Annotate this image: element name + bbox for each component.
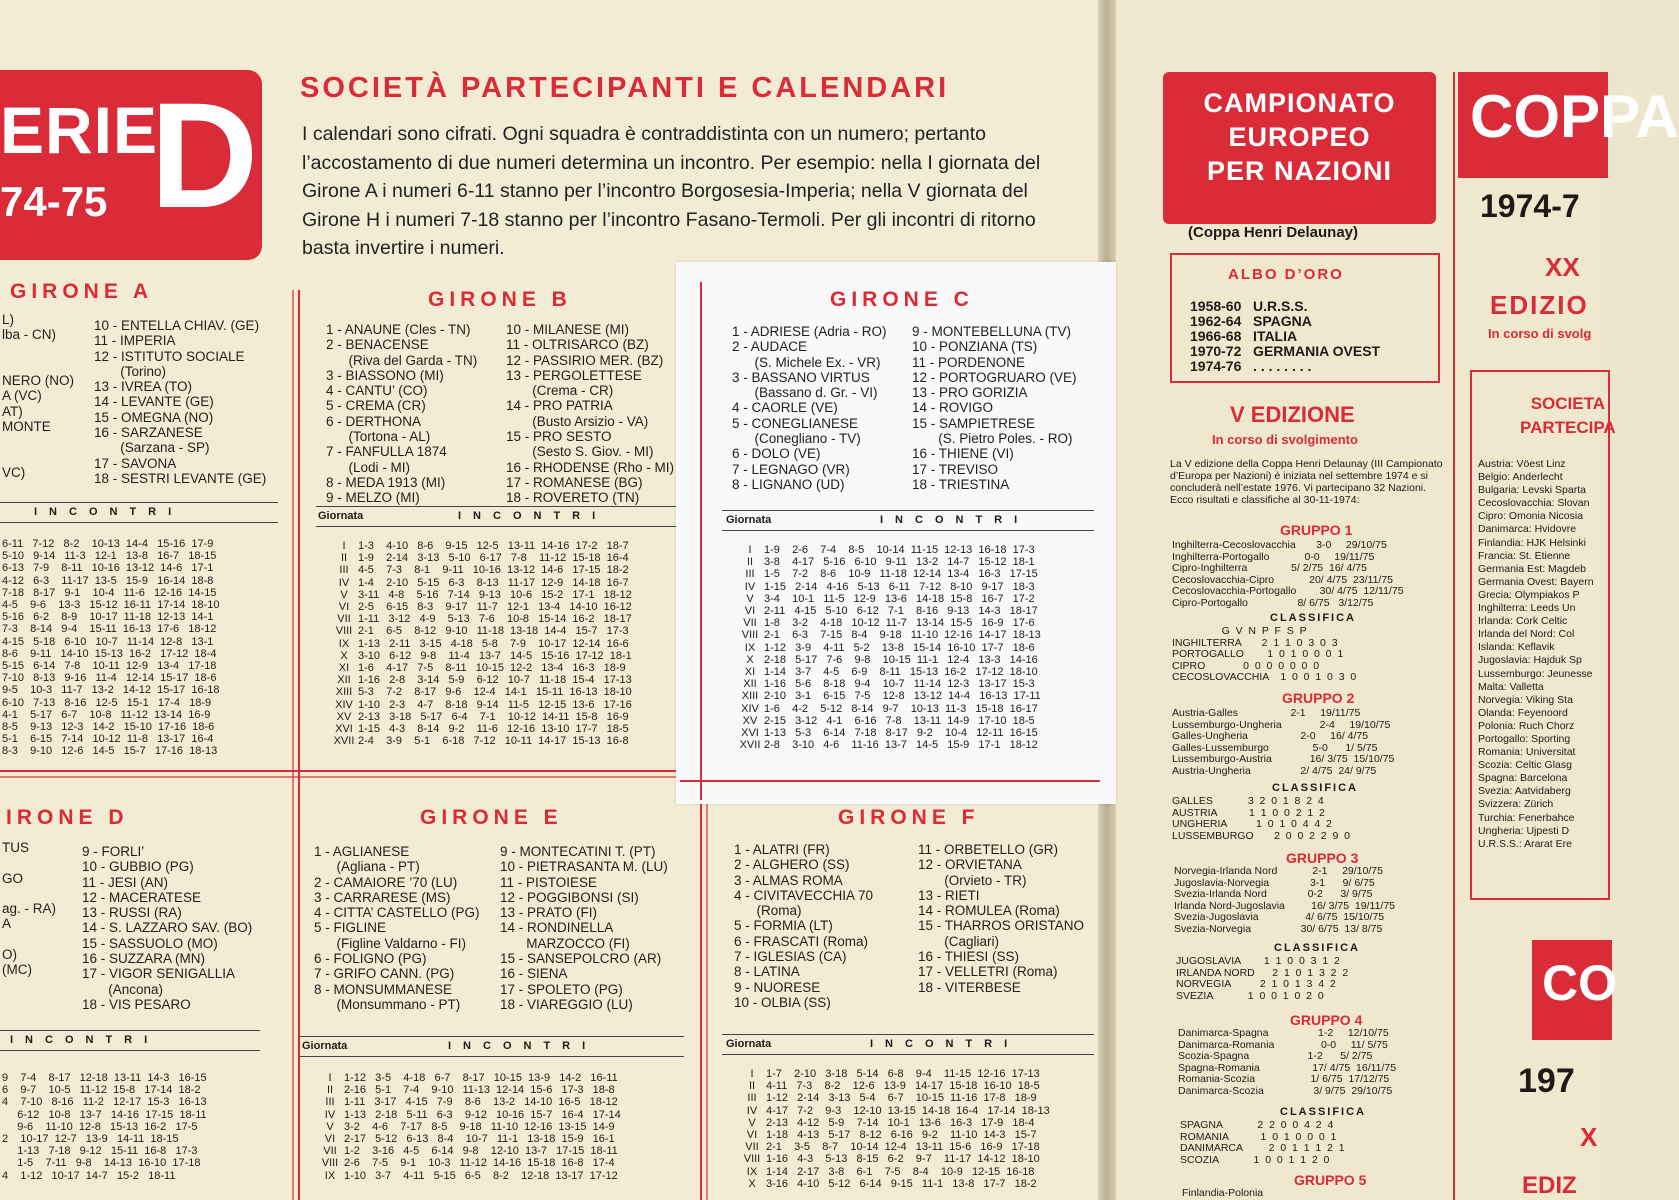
girone-c-teams-right: 9 - MONTEBELLUNA (TV) 10 - PONZIANA (TS) 11 - PORDENONE 12 - PORTOGRUARO (VE) 13 - PRO GORIZIA 14 - ROVIGO 15 - SAMPIETRESE (S. Pietro Poles. - RO) 16 - THIENE (VI) 17 - TREVISO 18 - TRIESTINA (912, 324, 1077, 492)
giornata-number: XV (336, 710, 352, 723)
serie-years: 74-75 (0, 178, 108, 225)
giornata-number: IV (338, 576, 350, 589)
giornata-number: VI (744, 605, 756, 618)
fixture-row (736, 715, 1041, 727)
girone-e-giornata-label: Giornata (302, 1040, 348, 1052)
fixture-row (736, 666, 1041, 678)
fixture-row (330, 723, 632, 735)
fixture-pairs: 2-17 5-12 6-13 8-4 10-7 11-1 13-18 15-9 16-1 (344, 1133, 615, 1146)
fixture-pairs: 1-6 4-17 7-5 8-11 10-15 12-2 13-4 16-3 18-9 (358, 662, 626, 675)
giornata-number: XIV (335, 698, 353, 711)
divider-vertical-1b (292, 290, 294, 1200)
fixture-row (316, 1133, 621, 1145)
girone-b-giornata-label: Giornata (318, 510, 364, 522)
giornata-number: I (342, 540, 346, 552)
fixture-row: 4-15 5-18 6-10 10-7 11-14 12-8 13-1 (2, 635, 214, 648)
fixture-row (316, 1157, 621, 1169)
fixture-row (738, 1153, 1050, 1165)
fixture-row: 7-18 8-17 9-1 10-4 11-6 12-16 14-15 (2, 586, 217, 599)
fixture-row (316, 1109, 621, 1121)
fixture-row (738, 1141, 1050, 1153)
divider-vertical-1 (298, 290, 300, 1200)
fixture-row (738, 1129, 1050, 1141)
fixture-row: 4-1 5-17 6-7 10-8 11-12 13-14 16-9 (2, 708, 211, 721)
fixture-row (738, 1117, 1050, 1129)
fixture-pairs: 2-10 3-1 6-15 7-5 12-8 13-12 14-4 16-13 17-11 (764, 690, 1041, 703)
giornata-number: X (748, 1177, 756, 1190)
fixture-row (738, 1068, 1050, 1080)
giornata-number: VIII (743, 1153, 761, 1166)
giornata-number: XII (743, 678, 757, 691)
girone-f-giornata-label: Giornata (726, 1038, 772, 1050)
girone-e-teams-left: 1 - AGLIANESE (Agliana - PT) 2 - CAMAIORE ’70 (LU) 3 - CARRARESE (MS) 4 - CITTA’ CASTELLO (PG) 5 - FIGLINE (Figline Valdarno - FI) 6 - FOLIGNO (PG) 7 - GRIFO CANN. (PG) 8 - MONSUMMANESE (Monsummano - PT) (314, 844, 480, 1012)
fixture-row: 6-11 7-12 8-2 10-13 14-4 15-16 17-9 (2, 538, 214, 550)
gruppo-4-classifica: SPAGNA 2 2 0 0 4 2 4 ROMANIA 1 0 1 0 0 0 1 DANIMARCA 2 0 1 1 1 2 1 SCOZIA 1 0 0 1 1 2 0 (1180, 1119, 1345, 1166)
campionato-title: CAMPIONATO EUROPEO PER NAZIONI (1203, 88, 1396, 186)
fixture-row (330, 589, 632, 601)
fixture-row (316, 1072, 621, 1084)
fixture-row: 4 7-10 8-16 11-2 12-17 15-3 16-13 (2, 1096, 207, 1109)
fixture-pairs: 4-11 7-3 8-2 12-6 13-9 14-17 15-18 16-10 18-5 (766, 1080, 1040, 1093)
fixture-pairs: 3-11 4-8 5-16 7-14 9-13 10-6 15-2 17-1 18-12 (358, 588, 632, 601)
fixture-pairs: 2-6 7-5 9-1 10-3 11-12 14-16 15-18 16-8 17-4 (344, 1157, 615, 1170)
fixture-pairs: 4-5 7-3 8-1 9-11 10-16 13-12 14-6 17-15 18-2 (358, 564, 629, 577)
fixture-row (316, 1170, 621, 1182)
giornata-number: X (340, 649, 348, 662)
x-edizione-2: X (1580, 1122, 1598, 1152)
giornata-number: III (745, 568, 755, 581)
giornata-number: IX (746, 1165, 758, 1178)
societa-list: Austria: Vöest Linz Belgio: Anderlecht Bulgaria: Levski Sparta Cecoslovacchia: Slovan Cipro: Omonia Nicosia Danimarca: Hvidovre Finlandia: HJK Helsinki Francia: St. Etienne Germania Est: Magdeb Germania Ovest: Bayern Grecia: Olympiakos P Inghilterra: Leeds Un Irlanda: Cork Celtic Irlanda del Nord: Col Islanda: Keflavik Jugoslavia: Hajduk Sp Lussemburgo: Jeunesse Malta: Valletta Norvegia: Viking Sta Olanda: Feyenoord Polonia: Ruch Chorz Portogallo: Sporting Romania: Universitat Scozia: Celtic Glasg Spagna: Barcelona Svezia: Aatvidaberg Svizzera: Zürich Turchia: Fenerbahce Ungheria: Ujpesti D U.R.S.S.: Ararat Ere (1478, 458, 1594, 850)
gruppo-4-classifica-label: CLASSIFICA (1280, 1106, 1366, 1118)
fixture-row (316, 1121, 621, 1133)
albo-row: 1974-76 . . . . . . . . (1190, 358, 1312, 374)
giornata-number: VII (743, 617, 757, 630)
gruppo-2-classifica-label: CLASSIFICA (1272, 782, 1358, 794)
fixture-pairs: 2-13 3-18 5-17 6-4 7-1 10-12 14-11 15-8 16-9 (358, 710, 629, 723)
giornata-number: VII (745, 1141, 759, 1154)
girone-b-rule (316, 506, 684, 507)
fixture-pairs: 1-14 3-7 4-5 6-9 8-11 15-13 16-2 17-12 18-10 (764, 666, 1038, 679)
fixture-pairs: 1-15 2-14 4-16 5-13 6-11 7-12 8-10 9-17 18-3 (764, 580, 1035, 593)
fixture-pairs: 3-2 4-6 7-17 8-5 9-18 11-10 12-16 13-15 14-9 (344, 1120, 615, 1133)
fixture-pairs: 1-16 4-3 5-13 8-15 6-2 9-7 11-17 14-12 18-10 (766, 1153, 1040, 1166)
girone-c-rule-2 (722, 530, 1094, 531)
fixture-pairs: 1-16 2-8 3-14 5-9 6-12 10-7 11-18 15-4 17-13 (358, 674, 632, 687)
fixture-row (736, 617, 1041, 629)
girone-d-rule (0, 1030, 260, 1031)
fixture-row: 1-13 7-18 9-12 15-11 16-8 17-3 (2, 1145, 198, 1158)
fixture-row (316, 1096, 621, 1108)
giornata-number: XVI (741, 727, 759, 740)
edizione-2: EDIZ (1522, 1172, 1577, 1199)
fixture-row: 9-5 10-3 11-7 13-2 14-12 15-17 16-18 (2, 684, 220, 697)
fixture-row: 7-10 8-13 9-16 11-4 12-14 15-17 18-6 (2, 672, 217, 685)
fixture-row (316, 1145, 621, 1157)
page-title: SOCIETÀ PARTECIPANTI E CALENDARI (300, 72, 950, 104)
fixture-pairs: 1-12 2-14 3-13 5-4 6-7 10-15 11-16 17-8 18-9 (766, 1092, 1037, 1105)
girone-c-title: GIRONE C (830, 288, 974, 311)
giornata-number: VI (746, 1129, 758, 1142)
gruppo-1-classifica: G V N P F S P INGHILTERRA 2 1 1 0 3 0 3 PORTOGALLO 1 0 1 0 0 0 1 CIPRO 0 0 0 0 0 0 0 CECOSLOVACCHIA 1 0 0 1 0 3 0 (1172, 625, 1357, 684)
giornata-number: I (328, 1072, 332, 1084)
fixture-row (736, 642, 1041, 654)
serie-d-header (0, 70, 262, 260)
fixture-row (330, 577, 632, 589)
fixture-row (316, 1084, 621, 1096)
gruppo-3-classifica-label: CLASSIFICA (1274, 942, 1360, 954)
gruppo-3-title: GRUPPO 3 (1286, 850, 1359, 866)
fixture-pairs: 1-7 2-10 3-18 5-14 6-8 9-4 11-15 12-16 17-13 (766, 1068, 1040, 1080)
albo-row: 1966-68 ITALIA (1190, 328, 1298, 344)
gruppo-2-title: GRUPPO 2 (1282, 690, 1355, 706)
coppa-word: COPPA (1470, 83, 1679, 150)
serie-letter: D (150, 71, 259, 239)
girone-f-title: GIRONE F (838, 806, 980, 829)
fixture-pairs: 2-4 3-9 5-1 6-18 7-12 10-11 14-17 15-13 16-8 (358, 735, 629, 748)
girone-c-border-left (700, 282, 702, 800)
girone-c-giornata-label: Giornata (726, 514, 772, 526)
fixture-pairs: 1-13 2-18 5-11 6-3 9-12 10-16 15-7 16-4 17-14 (344, 1108, 621, 1121)
girone-e-fixtures (316, 1072, 621, 1182)
fixture-row: 6-10 7-13 8-16 12-5 15-1 17-4 18-9 (2, 696, 212, 709)
fixture-row (736, 678, 1041, 690)
fixture-pairs: 1-12 3-5 4-18 6-7 8-17 10-15 13-9 14-2 16-11 (344, 1072, 618, 1084)
giornata-number: XIV (741, 702, 759, 715)
fixture-pairs: 1-3 4-10 8-6 9-15 12-5 13-11 14-16 17-2 18-7 (358, 540, 629, 552)
fixture-pairs: 1-9 2-14 3-13 5-10 6-17 7-8 11-12 15-18 16-4 (358, 552, 629, 565)
fixture-row (330, 674, 632, 686)
girone-c-teams-left: 1 - ADRIESE (Adria - RO) 2 - AUDACE (S. Michele Ex. - VR) 3 - BASSANO VIRTUS (Bassano d. Gr. - VI) 4 - CAORLE (VE) 5 - CONEGLIANESE (Conegliano - TV) 6 - DOLO (VE) 7 - LEGNAGO (VR) 8 - LIGNANO (UD) (732, 324, 887, 492)
fixture-pairs: 1-12 3-9 4-11 5-2 13-8 15-14 16-10 17-7 18-6 (764, 641, 1035, 654)
fixture-pairs: 1-14 2-17 3-8 6-1 7-5 8-4 10-9 12-15 16-18 (766, 1165, 1035, 1178)
fixture-row (330, 662, 632, 674)
fixture-row: 1-5 7-11 9-8 14-13 16-10 17-18 (2, 1157, 201, 1170)
girone-b-teams-right: 10 - MILANESE (MI) 11 - OLTRISARCO (BZ) 12 - PASSIRIO MER. (BZ) 13 - PERGOLETTESE (Crema - CR) 14 - PRO PATRIA (Busto Arsizio - VA) 15 - PRO SESTO (Sesto S. Giov. - MI) 16 - RHODENSE (Rho - MI) 17 - ROMANESE (BG) 18 - ROVERETO (TN) (506, 322, 675, 506)
fixture-row (736, 739, 1041, 751)
giornata-number: IX (338, 637, 350, 650)
fixture-row (736, 727, 1041, 739)
in-corso-2: In corso di svolg (1488, 326, 1592, 341)
fixture-row (330, 650, 632, 662)
fixture-row (330, 613, 632, 625)
fixture-row: 8-3 9-10 12-6 14-5 15-7 17-16 18-13 (2, 745, 218, 758)
year-2: 197 (1518, 1062, 1575, 1100)
girone-b-teams-left: 1 - ANAUNE (Cles - TN) 2 - BENACENSE (Riva del Garda - TN) 3 - BIASSONO (MI) 4 - CANTU’ (CO) 5 - CREMA (CR) 6 - DERTHONA (Tortona - AL) 7 - FANFULLA 1874 (Lodi - MI) 8 - MEDA 1913 (MI) 9 - MELZO (MI) (326, 322, 478, 506)
giornata-number: IX (324, 1169, 336, 1182)
girone-a-rule-2 (0, 522, 278, 523)
fixture-row (736, 605, 1041, 617)
gruppo-3-matches: Norvegia-Irlanda Nord 2-1 29/10/75 Jugoslavia-Norvegia 3-1 9/ 6/75 Svezia-Irlanda Nord 0-2 3/ 9/75 Irlanda Nord-Jugoslavia 16/ 3/75 19/11/75 Svezia-Jugoslavia 4/ 6/75 15/10/75 Svezia-Norvegia 30/ 6/75 13/ 8/75 (1174, 865, 1396, 935)
giornata-number: II (340, 552, 348, 565)
girone-a-title: GIRONE A (10, 280, 154, 303)
giornata-number: II (326, 1084, 334, 1097)
fixture-pairs: 1-10 2-3 4-7 8-18 9-14 11-5 12-15 13-6 17-16 (358, 698, 632, 711)
girone-b-rule-2 (316, 526, 684, 527)
fixture-pairs: 3-16 4-10 5-12 6-14 9-15 11-1 13-8 17-7 18-2 (766, 1177, 1037, 1190)
giornata-number: VIII (321, 1157, 339, 1170)
girone-f-teams-left: 1 - ALATRI (FR) 2 - ALGHERO (SS) 3 - ALMAS ROMA 4 - CIVITAVECCHIA 70 (Roma) 5 - FORMIA (LT) 6 - FRASCATI (Roma) 7 - IGLESIAS (CA) 8 - LATINA 9 - NUORESE 10 - OLBIA (SS) (734, 842, 874, 1010)
gruppo-1-matches: Inghilterra-Cecoslovacchia 3-0 29/10/75 Inghilterra-Portogallo 0-0 19/11/75 Cipro-Inghilterra 5/ 2/75 16/ 4/75 Cecoslovacchia-Cipro 20/ 4/75 23/11/75 Cecoslovacchia-Portogallo 30/ 4/75 12/11/75 Cipro-Portogallo 8/ 6/75 3/12/75 (1172, 539, 1404, 609)
girone-f-fixtures (738, 1068, 1050, 1190)
giornata-number: III (325, 1096, 335, 1109)
girone-d-rule-2 (0, 1050, 260, 1051)
fixture-pairs: 2-1 3-5 8-7 10-14 12-4 13-11 15-6 16-9 17-18 (766, 1141, 1040, 1154)
girone-b-title: GIRONE B (428, 288, 572, 311)
giornata-number: IV (744, 580, 756, 593)
girone-f-teams-right: 11 - ORBETELLO (GR) 12 - ORVIETANA (Orvieto - TR) 13 - RIETI 14 - ROMULEA (Roma) 15 - THARROS ORISTANO (Cagliari) 16 - THIESI (SS) 17 - VELLETRI (Roma) 18 - VITERBESE (918, 842, 1085, 995)
giornata-number: XIII (335, 686, 353, 699)
giornata-number: XIII (741, 690, 759, 703)
campionato-europeo-header (1163, 72, 1436, 224)
intro-paragraph: I calendari sono cifrati. Ogni squadra è contraddistinta con un numero; pertanto l’accostamento di due numeri determina un incontro. Per esempio: nella I giornata del Girone A i numeri 6-11 stanno per l’incontro Borgosesia-Imperia; nella V giornata del Girone H i numeri 7-18 stanno per l’incontro Fasano-Termoli. Per gli incontri di ritorno basta invertire i numeri. (302, 123, 1041, 259)
fixture-pairs: 1-15 4-3 8-14 9-2 11-6 12-16 13-10 17-7 18-5 (358, 723, 629, 736)
girone-d-incontri-label: INCONTRI (10, 1034, 160, 1046)
fixture-row: 6 9-7 10-5 11-12 15-8 17-14 18-2 (2, 1084, 201, 1097)
fixture-row: 4 1-12 10-17 14-7 15-2 18-11 (2, 1169, 176, 1182)
fixture-row (736, 654, 1041, 666)
giornata-number: VIII (335, 625, 353, 638)
xx-edizione: XX (1545, 252, 1580, 282)
girone-a-incontri-label: INCONTRI (34, 506, 184, 518)
coppa-years: 1974-7 (1480, 188, 1580, 224)
fixture-pairs: 2-18 5-17 7-6 9-8 10-15 11-1 12-4 13-3 14-16 (764, 653, 1038, 666)
girone-a-teams-right: 10 - ENTELLA CHIAV. (GE) 11 - IMPERIA 12 - ISTITUTO SOCIALE (Torino) 13 - IVREA (TO) 14 - LEVANTE (GE) 15 - OMEGNA (NO) 16 - SARZANESE (Sarzana - SP) 17 - SAVONA 18 - SESTRI LEVANTE (GE) (94, 318, 267, 486)
giornata-number: V (746, 592, 754, 605)
fixture-row (330, 699, 632, 711)
fixture-row (330, 540, 632, 552)
coppa-header (1458, 72, 1679, 178)
girone-f-rule-2 (722, 1054, 1094, 1055)
in-corso-subtitle: In corso di svolgimento (1212, 432, 1358, 447)
fixture-pairs: 1-11 3-12 4-9 5-13 7-6 10-8 15-14 16-2 18-17 (358, 613, 632, 626)
serie-word: ERIE (0, 93, 159, 167)
girone-a-teams-left: L) lba - CN) NERO (NO) A (VC) AT) MONTE VC) (2, 312, 74, 480)
gruppo-1-classifica-label: CLASSIFICA (1270, 612, 1356, 624)
fixture-row (330, 686, 632, 698)
coppa-henri-subtitle: (Coppa Henri Delaunay) (1188, 224, 1359, 241)
giornata-number: XII (337, 674, 351, 687)
giornata-number: VI (324, 1133, 336, 1146)
fixture-row (330, 711, 632, 723)
fixture-pairs: 3-4 10-1 11-5 12-9 13-6 14-18 15-8 16-7 17-2 (764, 592, 1035, 605)
albo-row: 1958-60 U.R.S.S. (1190, 298, 1308, 314)
gruppo-3-classifica: JUGOSLAVIA 1 1 0 0 3 1 2 IRLANDA NORD 2 1 0 1 3 2 2 NORVEGIA 2 1 0 1 3 4 2 SVEZIA 1 0 0 1 0 2 0 (1176, 955, 1349, 1002)
edizione-label: EDIZIO (1490, 290, 1589, 320)
gruppo-2-matches: Austria-Galles 2-1 19/11/75 Lussemburgo-Ungheria 2-4 19/10/75 Galles-Ungheria 2-0 16/ 4/75 Galles-Lussemburgo 5-0 1/ 5/75 Lussemburgo-Austria 16/ 3/75 15/10/75 Austria-Ungheria 2/ 4/75 24/ 9/75 (1172, 707, 1395, 777)
fixture-pairs: 3-8 4-17 5-16 6-10 9-11 13-2 14-7 15-12 18-1 (764, 556, 1035, 569)
fixture-row (738, 1178, 1050, 1190)
girone-c-incontri-label: INCONTRI (880, 514, 1030, 526)
co-header (1532, 940, 1617, 1040)
girone-d-teams-right: 9 - FORLI’ 10 - GUBBIO (PG) 11 - JESI (AN) 12 - MACERATESE 13 - RUSSI (RA) 14 - S. LAZZARO SAV. (BO) 15 - SASSUOLO (MO) 16 - SUZZARA (MN) 17 - VIGOR SENIGALLIA (Ancona) 18 - VIS PESARO (82, 844, 253, 1012)
girone-d-title: IRONE D (6, 806, 129, 829)
fixture-row: 5-1 6-15 7-14 10-12 11-8 13-17 16-4 (2, 733, 214, 746)
giornata-number: VI (338, 601, 350, 614)
fixture-pairs: 4-17 7-2 9-3 12-10 13-15 14-18 16-4 17-14 18-13 (766, 1104, 1050, 1117)
fixture-row (736, 568, 1041, 580)
fixture-row (738, 1092, 1050, 1104)
fixture-row (738, 1166, 1050, 1178)
fixture-row: 6-12 10-8 13-7 14-16 17-15 18-11 (2, 1108, 207, 1121)
fixture-pairs: 2-13 4-12 5-9 7-14 10-1 13-6 16-3 17-9 18-4 (766, 1116, 1035, 1129)
fixture-pairs: 3-10 6-12 9-8 11-4 13-7 14-5 15-16 17-12 18-1 (358, 649, 632, 662)
girone-c-rule (722, 510, 1094, 511)
fixture-pairs: 1-10 3-7 4-11 5-15 6-5 8-2 12-18 13-17 17-12 (344, 1169, 618, 1182)
gruppo-5-title: GRUPPO 5 (1294, 1172, 1367, 1188)
girone-f-incontri-label: INCONTRI (870, 1038, 1020, 1050)
right-divider (1453, 72, 1455, 1200)
giornata-number: III (747, 1092, 757, 1105)
fixture-row: 4-5 9-6 13-3 15-12 16-11 17-14 18-10 (2, 599, 220, 612)
girone-e-incontri-label: INCONTRI (448, 1040, 598, 1052)
fixture-pairs: 1-6 4-2 5-12 8-14 9-7 10-13 11-3 15-18 16-17 (764, 702, 1038, 715)
fixture-pairs: 1-11 3-17 4-15 7-9 8-6 13-2 14-10 16-5 18-12 (344, 1096, 618, 1109)
fixture-pairs: 2-16 5-1 7-4 9-10 11-13 12-14 15-6 17-3 18-8 (344, 1084, 615, 1097)
fixture-pairs: 1-13 2-11 3-15 4-18 5-8 7-9 10-17 12-14 16-6 (358, 637, 629, 650)
fixture-row (330, 552, 632, 564)
gruppo-5-first-match: Finlandia-Polonia (1182, 1187, 1264, 1199)
girone-e-rule-2 (300, 1056, 684, 1057)
fixture-pairs: 2-5 6-15 8-3 9-17 11-7 12-1 13-4 14-10 16-12 (358, 601, 632, 614)
fixture-row: 7-3 8-14 9-4 15-11 16-13 17-6 18-12 (2, 623, 217, 636)
fixture-pairs: 1-5 7-2 8-6 10-9 11-18 12-14 13-4 16-3 17-15 (764, 568, 1038, 581)
giornata-number: VII (323, 1145, 337, 1158)
co-word: CO (1542, 955, 1617, 1011)
fixture-row (736, 544, 1041, 556)
giornata-number: V (326, 1120, 334, 1133)
fixture-pairs: 1-2 3-16 4-5 6-14 9-8 12-10 13-7 17-15 18-11 (344, 1145, 618, 1158)
fixture-pairs: 2-11 4-15 5-10 6-12 7-1 8-16 9-13 14-3 18-17 (764, 605, 1038, 618)
giornata-number: IV (746, 1104, 758, 1117)
girone-c-border-bottom (680, 780, 1100, 782)
albo-doro-title: ALBO D’ORO (1228, 266, 1344, 283)
giornata-number: II (746, 556, 754, 569)
fixture-pairs: 2-1 6-3 7-15 8-4 9-18 11-10 12-16 14-17 18-13 (764, 629, 1041, 642)
girone-b-fixtures (330, 540, 632, 747)
fixture-row (330, 735, 632, 747)
fixture-row: 2 10-17 12-7 13-9 14-11 18-15 (2, 1133, 179, 1146)
girone-d-fixtures (2, 1072, 207, 1182)
fixture-pairs: 1-13 5-3 6-14 7-18 8-17 9-2 10-4 12-11 16-15 (764, 727, 1038, 740)
fixture-row: 5-15 6-14 7-8 10-11 12-9 13-4 17-18 (2, 660, 217, 673)
fixture-row: 8-5 9-13 12-3 14-2 15-10 17-16 18-6 (2, 721, 215, 734)
giornata-number: XI (744, 666, 756, 679)
gruppo-4-title: GRUPPO 4 (1290, 1012, 1363, 1028)
v-edizione-title: V EDIZIONE (1230, 402, 1355, 427)
giornata-number: X (746, 653, 754, 666)
fixture-row (738, 1105, 1050, 1117)
fixture-pairs: 1-18 4-13 5-17 8-12 6-16 9-2 11-10 14-3 15-7 (766, 1129, 1037, 1142)
girone-a-fixtures (2, 538, 220, 758)
fixture-row: 9 7-4 8-17 12-18 13-11 14-3 16-15 (2, 1072, 207, 1084)
giornata-number: XV (742, 714, 758, 727)
albo-row: 1962-64 SPAGNA (1190, 313, 1312, 329)
giornata-number: XVII (739, 739, 761, 752)
gruppo-1-title: GRUPPO 1 (1280, 522, 1353, 538)
fixture-row (738, 1080, 1050, 1092)
giornata-number: II (748, 1080, 756, 1093)
girone-d-teams-left: TUS GO ag. - RA) A O) (MC) (2, 840, 57, 978)
fixture-row: 5-16 6-2 8-9 10-17 11-18 12-13 14-1 (2, 611, 214, 624)
girone-f-rule (722, 1034, 1094, 1035)
fixture-pairs: 1-9 2-6 7-4 8-5 10-14 11-15 12-13 16-18 17-3 (764, 544, 1035, 556)
gruppo-4-matches: Danimarca-Spagna 1-2 12/10/75 Danimarca-Romania 0-0 11/ 5/75 Scozia-Spagna 1-2 5/ 2/75 Spagna-Romania 17/ 4/75 16/11/75 Romania-Scozia 1/ 6/75 17/12/75 Danimarca-Scozia 3/ 9/75 29/10/75 (1178, 1027, 1397, 1097)
fixture-row: 6-13 7-9 8-11 10-16 13-12 14-6 17-1 (2, 562, 214, 575)
fixture-row (330, 564, 632, 576)
fixture-pairs: 2-1 6-5 8-12 9-10 11-18 13-18 14-4 15-7 17-3 (358, 625, 629, 638)
giornata-number: III (339, 564, 349, 577)
fixture-row: 9-6 11-10 12-8 15-13 16-2 17-5 (2, 1120, 198, 1133)
fixture-row (736, 690, 1041, 702)
fixture-row: 5-10 9-14 11-3 12-1 13-8 16-7 18-15 (2, 550, 217, 563)
girone-b-incontri-label: INCONTRI (458, 510, 608, 522)
fixture-row (330, 625, 632, 637)
fixture-row: 4-12 6-3 11-17 13-5 15-9 16-14 18-8 (2, 574, 214, 587)
societa-title: SOCIETA PARTECIPA (1520, 394, 1616, 437)
giornata-number: IV (324, 1108, 336, 1121)
giornata-number: XI (338, 662, 350, 675)
fixture-row: 8-6 9-11 14-10 15-13 16-2 17-12 18-4 (2, 647, 217, 660)
girone-c-fixtures (736, 544, 1041, 751)
giornata-number: XVI (335, 723, 353, 736)
fixture-pairs: 2-15 3-12 4-1 6-16 7-8 13-11 14-9 17-10 18-5 (764, 714, 1035, 727)
giornata-number: I (748, 544, 752, 556)
fixture-row (736, 703, 1041, 715)
fixture-pairs: 5-3 7-2 8-17 9-6 12-4 14-1 15-11 16-13 18-10 (358, 686, 632, 699)
fixture-pairs: 1-8 3-2 4-18 10-12 11-7 13-14 15-5 16-9 17-6 (764, 617, 1035, 630)
giornata-number: VII (337, 613, 351, 626)
giornata-number: IX (744, 641, 756, 654)
fixture-pairs: 2-8 3-10 4-6 11-16 13-7 14-5 15-9 17-1 18-12 (764, 739, 1038, 752)
giornata-number: XVII (333, 735, 355, 748)
fixture-row (736, 556, 1041, 568)
giornata-number: VIII (741, 629, 759, 642)
giornata-number: I (750, 1068, 754, 1080)
girone-e-rule (300, 1036, 684, 1037)
fixture-row (736, 629, 1041, 641)
gruppo-2-classifica: GALLES 3 2 0 1 8 2 4 AUSTRIA 1 1 0 0 2 1 2 UNGHERIA 1 0 1 0 4 4 2 LUSSEMBURGO 2 0 0 2 2 9 0 (1172, 795, 1350, 842)
albo-row: 1970-72 GERMANIA OVEST (1190, 343, 1381, 359)
fixture-pairs: 1-4 2-10 5-15 6-3 8-13 11-17 12-9 14-18 16-7 (358, 576, 629, 589)
fixture-row (330, 638, 632, 650)
giornata-number: V (748, 1116, 756, 1129)
fixture-pairs: 1-16 5-6 8-18 9-4 10-7 11-14 12-3 13-17 15-3 (764, 678, 1035, 691)
girone-a-rule (0, 502, 278, 503)
girone-e-teams-right: 9 - MONTECATINI T. (PT) 10 - PIETRASANTA M. (LU) 11 - PISTOIESE 12 - POGGIBONSI (SI) 13 - PRATO (FI) 14 - RONDINELLA MARZOCCO (FI) 15 - SANSEPOLCRO (AR) 16 - SIENA 17 - SPOLETO (PG) 18 - VIAREGGIO (LU) (500, 844, 668, 1012)
girone-e-title: GIRONE E (420, 806, 563, 829)
fixture-row (736, 581, 1041, 593)
europeo-intro-text: La V edizione della Coppa Henri Delaunay (III Campionato d’Europa per Nazioni) è iniziata nel settembre 1974 e si concluderà nell’estate 1976. Vi partecipano 32 Nazioni. Ecco risultati e classifiche al 30-11-1974: (1170, 458, 1443, 506)
fixture-row (736, 593, 1041, 605)
fixture-row (330, 601, 632, 613)
giornata-number: V (340, 588, 348, 601)
